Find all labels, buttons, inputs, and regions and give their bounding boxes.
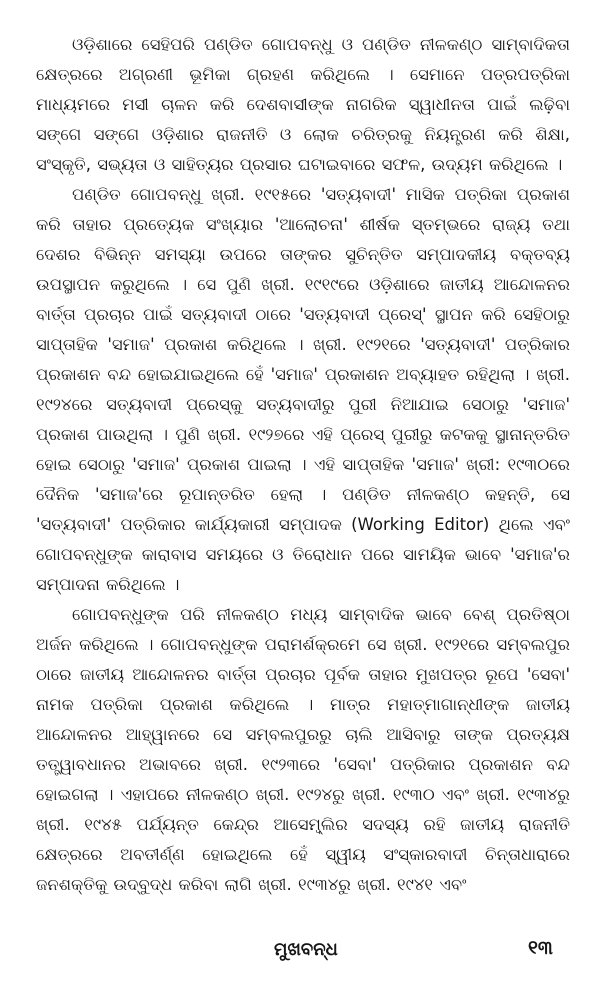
footer-title: ମୁଖବନ୍ଧ xyxy=(274,939,338,960)
page-number: ୧୩ xyxy=(528,937,553,959)
paragraph-2: ପଣ୍ଡିତ ଗୋପବନ୍ଧୁ ଖ୍ରୀ. ୧୯୧୫ରେ 'ସତ୍ୟବାଦୀ' ମାସିକ ପତ୍ରିକା ପ୍ରକାଶ କରି ତାହାର ପ୍ରତ୍ୟେକ ସଂଖ୍ୟାର 'ଆଲୋଚନା' ଶୀର୍ଷକ ସ୍ତମ୍ଭରେ ରାଜ୍ୟ ତଥା ଦେଶର ବିଭିନ୍ନ ସମସ୍ୟା ଉପରେ ତାଙ୍କର ସୁଚିନ୍ତିତ ସମ୍ପାଦକୀୟ ବକ୍ତବ୍ୟ ଉପସ୍ଥାପନ କରୁଥିଲେ । ସେ ପୁଣି ଖ୍ରୀ. ୧୯୧୯ରେ ଓଡ଼ିଶାରେ ଜାତୀୟ ଆନ୍ଦୋଳନର ବାର୍ତ୍ତା ପ୍ରଚାର ପାଇଁ ସତ୍ୟବାଦୀ ଠାରେ 'ସତ୍ୟବାଦୀ ପ୍ରେସ୍' ସ୍ଥାପନ କରି ସେହିଠାରୁ ସାପ୍ତାହିକ 'ସମାଜ' ପ୍ରକାଶ କରିଥିଲେ । ଖ୍ରୀ. ୧୯୨୧ରେ 'ସତ୍ୟବାଦୀ' ପତ୍ରିକାର ପ୍ରକାଶନ ବନ୍ଦ ହୋଇଯାଇଥିଲେ ହେଁ 'ସମାଜ' ପ୍ରକାଶନ ଅବ୍ୟାହତ ରହିଥିଲା । ଖ୍ରୀ. ୧୯୨୪ରେ ସତ୍ୟବାଦୀ ପ୍ରେସ୍‌କୁ ସତ୍ୟବାଦୀରୁ ପୁରୀ ନିଆଯାଇ ସେଠାରୁ 'ସମାଜ' ପ୍ରକାଶ ପାଉଥିଲା । ପୁଣି ଖ୍ରୀ. ୧୯୨୭ରେ ଏହି ପ୍ରେସ୍ ପୁରୀରୁ କଟକକୁ ସ୍ଥାନାନ୍ତରିତ ହୋଇ ସେଠାରୁ 'ସମାଜ' ପ୍ରକାଶ ପାଇଲା । ଏହି ସାପ୍ତାହିକ 'ସମାଜ' ଖ୍ରୀ: ୧୯୩୦ରେ ଦୈନିକ 'ସମାଜ'ରେ ରୂପାନ୍ତରିତ ହେଲା । ପଣ୍ଡିତ ନୀଳକଣ୍ଠ କହନ୍ତି, ସେ 'ସତ୍ୟବାଦୀ' ପତ୍ରିକାର କାର୍ଯ୍ୟକାରୀ ସମ୍ପାଦକ (Working Editor) ଥିଲେ ଏବଂ ଗୋପବନ୍ଧୁଙ୍କ କାରାବାସ ସମୟରେ ଓ ତିରୋଧାନ ପରେ ସାମୟିକ ଭାବେ 'ସମାଜ'ର ସମ୍ପାଦନା କରିଥିଲେ । xyxy=(36,185,570,594)
paragraph-3: ଗୋପବନ୍ଧୁଙ୍କ ପରି ନୀଳକଣ୍ଠ ମଧ୍ୟ ସାମ୍ବାଦିକ ଭାବେ ବେଶ୍ ପ୍ରତିଷ୍ଠା ଅର୍ଜନ କରିଥିଲେ । ଗୋପବନ୍ଧୁଙ୍କ ପରାମର୍ଶକ୍ରମେ ସେ ଖ୍ରୀ. ୧୯୨୧ରେ ସମ୍ବଲପୁର ଠାରେ ଜାତୀୟ ଆନ୍ଦୋଳନର ବାର୍ତ୍ତା ପ୍ରଚାର ପୂର୍ବକ ତାହାର ମୁଖପତ୍ର ରୂପେ 'ସେବା' ନାମକ ପତ୍ରିକା ପ୍ରକାଶ କରିଥିଲେ । ମାତ୍ର ମହାତ୍ମାଗାନ୍ଧୀଙ୍କ ଜାତୀୟ ଆନ୍ଦୋଳନର ଆହ୍ୱାନରେ ସେ ସମ୍ବଲପୁରରୁ ଚାଲି ଆସିବାରୁ ତାଙ୍କ ପ୍ରତ୍ୟକ୍ଷ ତତ୍ତ୍ୱାବଧାନର ଅଭାବରେ ଖ୍ରୀ. ୧୯୨୩ରେ 'ସେବା' ପତ୍ରିକାର ପ୍ରକାଶନ ବନ୍ଦ ହୋଇଗଲା । ଏହାପରେ ନୀଳକଣ୍ଠ ଖ୍ରୀ. ୧୯୨୪ରୁ ଖ୍ରୀ. ୧୯୩୦ ଏବଂ ଖ୍ରୀ. ୧୯୩୪ରୁ ଖ୍ରୀ. ୧୯୪୫ ପର୍ଯ୍ୟନ୍ତ କେନ୍ଦ୍ର ଆସେମ୍ବ୍ଲିର ସଦସ୍ୟ ରହି ଜାତୀୟ ରାଜନୀତି କ୍ଷେତ୍ରରେ ଅବତୀର୍ଣ୍ଣ ହୋଇଥିଲେ ହେଁ ସ୍ୱୀୟ ସଂସ୍କାରବାଦୀ ଚିନ୍ତାଧାରାରେ ଜନଶକ୍ତିକୁ ଉଦ୍‌ବୁଦ୍ଧ କରିବା ଲାଗି ଖ୍ରୀ. ୧୯୩୪ରୁ ଖ୍ରୀ. ୧୯୪୧ ଏବଂ xyxy=(36,605,570,894)
paragraph-1: ଓଡ଼ିଶାରେ ସେହିପରି ପଣ୍ଡିତ ଗୋପବନ୍ଧୁ ଓ ପଣ୍ଡିତ ନୀଳକଣ୍ଠ ସାମ୍ବାଦିକତା କ୍ଷେତ୍ରରେ ଅଗ୍ରଣୀ ଭୂମିକା ଗ୍ରହଣ କରିଥିଲେ । ସେମାନେ ପତ୍ରପତ୍ରିକା ମାଧ୍ୟମରେ ମସୀ ଚାଳନ କରି ଦେଶବାସୀଙ୍କ ନାଗରିକ ସ୍ୱାଧୀନତା ପାଇଁ ଲଢ଼ିବା ସଙ୍ଗେ ସଙ୍ଗେ ଓଡ଼ିଶାର ରାଜନୀତି ଓ ଲୋକ ଚରିତ୍ରକୁ ନିୟନ୍ତ୍ରଣ କରି ଶିକ୍ଷା, ସଂସ୍କୃତି, ସଭ୍ୟତା ଓ ସାହିତ୍ୟର ପ୍ରସାର ଘଟାଇବାରେ ସଫଳ, ଉଦ୍ୟମ କରିଥିଲେ । xyxy=(36,35,570,174)
